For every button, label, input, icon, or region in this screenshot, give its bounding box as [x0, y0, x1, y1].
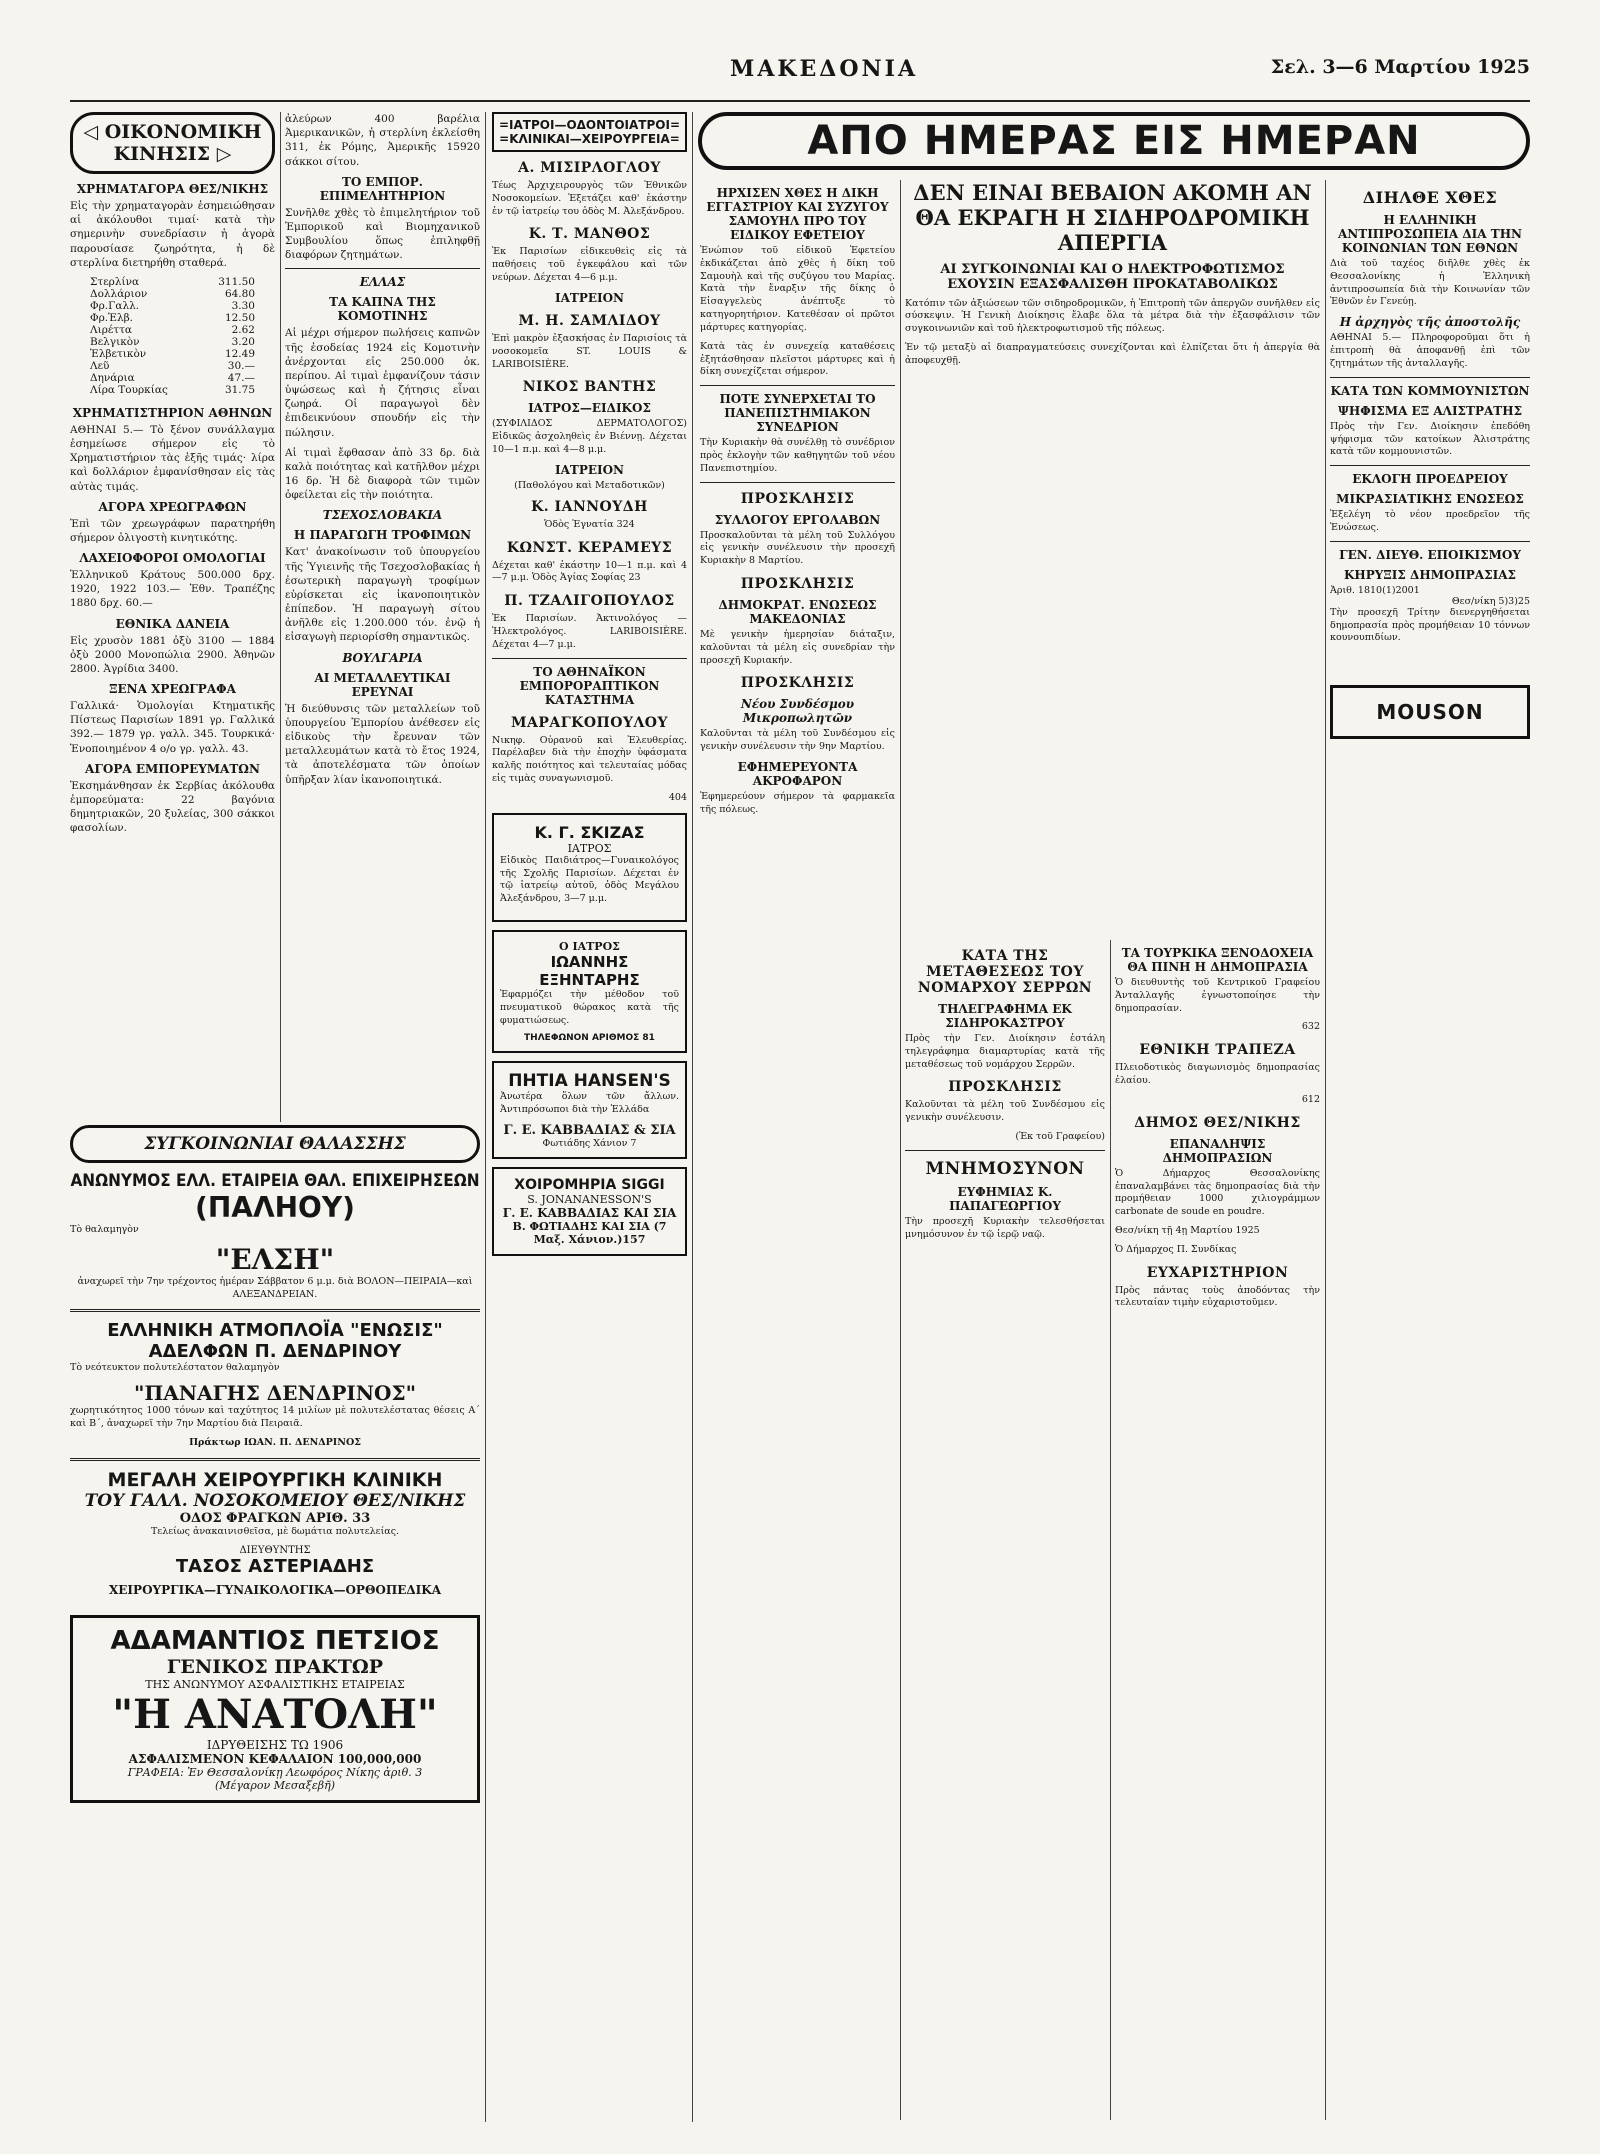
insurance-ad: [70, 1615, 480, 1803]
article-subhead: ΜΙΚΡΑΣΙΑΤΙΚΗΣ ΕΝΩΣΕΩΣ: [1336, 492, 1524, 507]
article-text: Ὁ διευθυντὴς τοῦ Κεντρικοῦ Γραφείου Ἀνταλλαγῆς ἐγνωστοποίησε τὴν δημοπρασίαν.: [1115, 977, 1320, 1014]
doctor-text: Ἐφαρμόζει τὴν μέθοδον τοῦ πνευματικοῦ θώρακος κατὰ τῆς φυματιώσεως.: [500, 988, 679, 1026]
mouson-ad: MOUSON: [1330, 685, 1530, 739]
column-news-1: [700, 180, 895, 2120]
ad-number: 404: [668, 791, 687, 803]
doctor-ad: [492, 813, 687, 922]
insurance-brand: "Η ΑΝΑΤΟΛΗ": [112, 1690, 438, 1738]
section-text: Συνῆλθε χθὲς τὸ ἐπιμελητήριον τοῦ Ἐμπορικοῦ καὶ Βιομηχανικοῦ Συμβουλίου ὅπως ἐπιληφθῇ διαφόρων ζητημάτων.: [285, 206, 480, 262]
country-label: ΕΛΛΑΣ: [359, 275, 406, 290]
company-name-sub: ΑΔΕΛΦΩΝ Π. ΔΕΝΔΡΙΝΟΥ: [148, 1341, 402, 1363]
article-headline: ΠΟΤΕ ΣΥΝΕΡΧΕΤΑΙ ΤΟ ΠΑΝΕΠΙΣΤΗΜΙΑΚΟΝ ΣΥΝΕΔΡΙΟΝ: [719, 392, 876, 435]
section-text: ΑΘΗΝΑΙ 5.— Τὸ ξένον συνάλλαγμα ἐσημείωσε σήμερον εἰς τὸ Χρηματιστήριον τὰς ἑξῆς τιμάς· λίρα καὶ δολλάριον ἐμφανίσθησαν εἰς τὰς αὐτὰς τιμάς.: [70, 423, 275, 493]
newspaper-name: ΜΑΚΕΔΟΝΙΑ: [730, 56, 919, 82]
section-heading: ΑΓΟΡΑ ΧΡΕΩΓΡΑΦΩΝ: [98, 499, 247, 514]
memorial-name: ΕΥΦΗΜΙΑΣ Κ. ΠΑΠΑΓΕΩΡΓΙΟΥ: [949, 1184, 1061, 1213]
ad-number: 632: [1301, 1021, 1320, 1033]
column-rule: [280, 112, 281, 1122]
section-heading: ΧΡΗΜΑΤΙΣΤΗΡΙΟΝ ΑΘΗΝΩΝ: [72, 405, 273, 420]
section-heading: ΑΙ ΜΕΤΑΛΛΕΥΤΙΚΑΙ ΕΡΕΥΝΑΙ: [314, 670, 451, 699]
rate-row: Βελγικὸν 3.20: [90, 335, 255, 348]
section-text: Ἐπὶ τῶν χρεωγράφων παρατηρήθη σήμερον ὁλιγοστὴ κινητικότης.: [70, 517, 275, 544]
section-heading: ΤΑ ΚΑΠΝΑ ΤΗΣ ΚΟΜΟΤΙΝΗΣ: [329, 295, 436, 324]
main-headline: ΔΕΝ ΕΙΝΑΙ ΒΕΒΑΙΟΝ ΑΚΟΜΗ ΑΝ ΘΑ ΕΚΡΑΓΗ Η ΣΙΔΗΡΟΔΡΟΜΙΚΗ ΑΠΕΡΓΙΑ: [913, 180, 1312, 256]
doctor-title: ΙΑΤΡΟΣ—ΕΙΔΙΚΟΣ: [528, 401, 651, 416]
doctor-name: Κ. Γ. ΣΚΙΖΑΣ: [534, 822, 645, 842]
article-headline: ΓΕΝ. ΔΙΕΥΘ. ΕΠΟΙΚΙΣΜΟΥ: [1339, 547, 1521, 562]
article-headline: ΚΑΤΑ ΤΩΝ ΚΟΜΜΟΥΝΙΣΤΩΝ: [1330, 383, 1530, 398]
doctor-ad: [492, 930, 687, 1053]
article-headline: ΗΡΧΙΣΕΝ ΧΘΕΣ Η ΔΙΚΗ ΕΓΓΑΣΤΡΙΟΥ ΚΑΙ ΣΥΖΥΓΟΥ ΣΑΜΟΥΗΛ ΠΡΟ ΤΟΥ ΕΙΔΙΚΟΥ ΕΦΕΤΕΙΟΥ: [706, 186, 889, 242]
divider: [1330, 377, 1530, 378]
rate-row: Λεῦ 30.—: [90, 359, 255, 372]
divider: [70, 1458, 480, 1461]
sea-transport-title: ΣΥΓΚΟΙΝΩΝΙΑΙ ΘΑΛΑΣΣΗΣ: [70, 1125, 480, 1163]
section-text: Ἐκσημάνθησαν ἐκ Σερβίας ἀκόλουθα ἐμπορεύματα: 22 βαγόνια δημητριακῶν, 20 ξυλείας, 300 σάκκοι φασολίων.: [70, 779, 275, 835]
article-text: Μὲ γενικὴν ἡμερησίαν διάταξιν, καλοῦνται τὰ μέλη εἰς συνεδρίαν τὴν προσεχῆ Κυριακήν.: [700, 629, 895, 666]
article-headline: ΚΑΤΑ ΤΗΣ ΜΕΤΑΘΕΣΕΩΣ ΤΟΥ ΝΟΜΑΡΧΟΥ ΣΕΡΡΩΝ: [917, 948, 1093, 996]
doctor-text: Ἐκ Παρισίων. Ἀκτινολόγος — Ἠλεκτρολόγος. LARIBOISIÈRE. Δέχεται 4—7 μ.μ.: [492, 613, 687, 650]
clinic-text: Τελείως ἀνακαινισθεῖσα, μὲ δωμάτια πολυτελείας.: [150, 1525, 400, 1537]
section-text: Ἡ διεύθυνσις τῶν μεταλλείων τοῦ ὑπουργείου Ἐμπορίου ἀνέθεσεν εἰς εἰδικοὺς τὴν ἔρευναν τῶν μεταλλευμάτων κατὰ τὸ ἔτος 1924, τὰ ἀποτελέσματα τῶν ὁποίων ὑπῆρξαν λίαν ἱκανοποιητικά.: [285, 702, 480, 786]
article-headline: ΕΘΝΙΚΗ ΤΡΑΠΕΖΑ: [1139, 1042, 1296, 1059]
product-name: ΧΟΙΡΟΜΗΡΙΑ SIGGI: [514, 1177, 665, 1193]
ad-number: 612: [1301, 1093, 1320, 1105]
section-heading: ΑΓΟΡΑ ΕΜΠΟΡΕΥΜΑΤΩΝ: [85, 761, 260, 776]
section-heading: ΧΡΗΜΑΤΑΓΟΡΑ ΘΕΣ/ΝΙΚΗΣ: [76, 182, 269, 196]
clinic-heading: ΙΑΤΡΕΙΟΝ: [554, 462, 625, 477]
section-text: Αἱ μέχρι σήμερον πωλήσεις καπνῶν τῆς ἐσοδείας 1924 εἰς Κομοτινὴν ἀνέρχονται εἰς 250.000 ὀκ. περίπου. Αἱ τιμαὶ ἐμφανίζουν τάσιν ὑψώσεως καὶ ἡ ζήτησις εἶναι ζωηρά. Οἱ παραγωγοὶ δὲν ἐπιδεικνύουν σπουδήν εἰς τὴν πώλησιν.: [285, 327, 480, 439]
divider: [700, 482, 895, 483]
insurance-founded: ΙΔΡΥΘΕΙΣΗΣ ΤΩ 1906: [206, 1737, 344, 1752]
company-name-sub: (ΠΑΛΗΟΥ): [195, 1191, 355, 1224]
article-headline: ΤΑ ΤΟΥΡΚΙΚΑ ΞΕΝΟΔΟΧΕΙΑ ΘΑ ΠΙΝΗ Η ΔΗΜΟΠΡΑΣΙΑ: [1121, 946, 1314, 974]
product-ad: [492, 1061, 687, 1159]
clinic-name: ΜΕΓΑΛΗ ΧΕΙΡΟΥΡΓΙΚΗ ΚΛΙΝΙΚΗ: [107, 1468, 443, 1491]
doctor-text: Εἰδικὸς Παιδιάτρος—Γυναικολόγος τῆς Σχολῆς Παρισίων. Δέχεται ἐν τῷ ἰατρείῳ αὐτοῦ, ὁδὸς Μεγάλου Ἀλεξάνδρου, 3—7 μ.μ.: [500, 854, 679, 905]
article-text: Κατὰ τὰς ἐν συνεχείᾳ καταθέσεις ἐξητάσθησαν πλεῖστοι μάρτυρες καὶ ἡ δίκη συνεχίζεται σήμερον.: [700, 340, 895, 378]
doctor-text: Δέχεται καθ' ἑκάστην 10—1 π.μ. καὶ 4—7 μ.μ. Ὁδὸς Ἁγίας Σοφίας 23: [492, 559, 687, 584]
doctor-name: Κ. Τ. ΜΑΝΘΟΣ: [528, 226, 651, 243]
article-text: Κατόπιν τῶν ἀξιώσεων τῶν σιδηροδρομικῶν, ἡ Ἐπιτροπὴ τῶν ἀπεργῶν συνῆλθεν εἰς σύσκεψιν. Ἡ Γενικὴ Διοίκησις ἔλαβε ὅλα τὰ μέτρα διὰ τὴν ἐξασφάλισιν τῶν συγκοινωνιῶν καὶ τοῦ ἠλεκτροφωτισμοῦ τῆς πόλεως.: [905, 297, 1320, 335]
doctors-header: =ΙΑΤΡΟΙ—ΟΔΟΝΤΟΙΑΤΡΟΙ= =ΚΛΙΝΙΚΑΙ—ΧΕΙΡΟΥΡΓΕΙΑ=: [492, 112, 687, 152]
section-heading: Η ΠΑΡΑΓΩΓΗ ΤΡΟΦΙΜΩΝ: [293, 528, 472, 543]
doctor-name: Π. ΤΖΑΛΙΓΟΠΟΥΛΟΣ: [504, 593, 675, 610]
daily-banner: ΑΠΟ ΗΜΕΡΑΣ ΕΙΣ ΗΜΕΡΑΝ: [698, 112, 1530, 170]
product-ad: [492, 1167, 687, 1256]
company-name: ΕΛΛΗΝΙΚΗ ΑΤΜΟΠΛΟΪΑ "ΕΝΩΣΙΣ": [107, 1320, 443, 1342]
rate-row: Φρ.Ἑλβ. 12.50: [90, 311, 255, 324]
section-heading: ΞΕΝΑ ΧΡΕΩΓΡΑΦΑ: [109, 682, 236, 697]
masthead: [70, 50, 1530, 102]
product-address: Β. ΦΩΤΙΑΔΗΣ ΚΑΙ ΣΙΑ (7 Μαξ. Χάνιον.)157: [512, 1220, 667, 1246]
article-headline: ΠΡΟΣΚΛΗΣΙΣ: [740, 490, 855, 507]
article-footer: (Ἐκ τοῦ Γραφείου): [1015, 1131, 1105, 1143]
rate-row: Λίρα Τουρκίας 31.75: [90, 383, 255, 396]
column-rule: [692, 112, 693, 2122]
section-text: Εἰς χρυσὸν 1881 ὀξὺ 3100 — 1884 ὀξὺ 2000 Μονοπώλια 2900. Ἀθηνῶν 2800. Ἀγρίδια 3400.: [70, 634, 275, 675]
column-news-2: [905, 940, 1105, 2120]
article-text: Τὴν προσεχῆ Τρίτην διενεργηθήσεται δημοπρασία πρὸς προμήθειαν 10 τόννων κουνουπιδίων.: [1330, 606, 1530, 644]
section-text: Εἰς τὴν χρηματαγορὰν ἐσημειώθησαν αἱ ἀκόλουθοι τιμαί· κατὰ τὴν σημερινὴν συνεδρίασιν ἡ ἀγορὰ παρουσίασε ζωηρότητα, ἡ δὲ στερλίνα διετηρήθη σταθερά.: [70, 200, 275, 269]
doctor-name: Μ. Η. ΣΑΜΛΙΔΟΥ: [518, 312, 661, 329]
article-headline: ΔΙΗΛΘΕ ΧΘΕΣ: [1362, 188, 1498, 207]
product-name: ΠΗΤΙΑ HANSEN'S: [508, 1071, 671, 1092]
article-text: Πρὸς πάντας τοὺς ἀποδόντας τὴν τελευταίαν τιμὴν εὐχαριστοῦμεν.: [1115, 1284, 1320, 1309]
article-text: Πλειοδοτικὸς διαγωνισμὸς δημοπρασίας ἐλαίου.: [1115, 1062, 1320, 1087]
insurance-company: ΤΗΣ ΑΝΩΝΥΜΟΥ ΑΣΦΑΛΙΣΤΙΚΗΣ ΕΤΑΙΡΕΙΑΣ: [145, 1677, 405, 1691]
rate-row: Λιρέττα 2.62: [90, 323, 255, 336]
article-subhead: ΣΥΛΛΟΓΟΥ ΕΡΓΟΛΑΒΩΝ: [714, 512, 881, 527]
doctor-name: ΝΙΚΟΣ ΒΑΝΤΗΣ: [522, 379, 657, 396]
divider: [285, 268, 480, 269]
article-text: Πρὸς τὴν Γεν. Διοίκησιν ἐπεδόθη ψήφισμα τῶν κατοίκων Ἀλιστράτης κατὰ τῶν κομμουνιστῶν.: [1330, 420, 1530, 458]
article-text: Ἐνώπιον τοῦ εἰδικοῦ Ἐφετείου ἐκδικάζεται ἀπὸ χθὲς ἡ δίκη τοῦ Σαμουὴλ καὶ τῆς συζύγου του Μαρίας. Κατὰ τὴν ἔναρξιν τῆς δίκης ὁ Εἰσαγγελεὺς ἀνέπτυξε τὸ κατηγορητήριον. Κατεθέσαν οἱ πρῶτοι μάρτυρες κατηγορίας.: [700, 245, 895, 333]
insurance-office: ΓΡΑΦΕΙΑ: Ἐν Θεσσαλονίκῃ Λεωφόρος Νίκης ἀριθ. 3: [127, 1765, 423, 1779]
article-date: Θεσ/νίκη τῇ 4ῃ Μαρτίου 1925: [1115, 1224, 1260, 1236]
column-rule: [1325, 180, 1326, 2120]
section-heading: ΕΘΝΙΚΑ ΔΑΝΕΙΑ: [115, 616, 230, 631]
shipping-and-ads: [70, 1125, 480, 2075]
divider: [1330, 541, 1530, 542]
notice-date: Θεσ/νίκη 5)3)25: [1451, 595, 1530, 607]
product-text: Ἀνωτέρα ὅλων τῶν ἄλλων. Ἀντιπρόσωποι διὰ τὴν Ἑλλάδα: [500, 1091, 679, 1116]
clinic-sub: (Παθολόγου καὶ Μεταδοτικῶν): [514, 479, 665, 491]
main-subhead: ΑΙ ΣΥΓΚΟΙΝΩΝΙΑΙ ΚΑΙ Ο ΗΛΕΚΤΡΟΦΩΤΙΣΜΟΣ ΕΧΟΥΣΙΝ ΕΞΑΣΦΑΛΙΣΘΗ ΠΡΟΚΑΤΑΒΟΛΙΚΩΣ: [940, 261, 1285, 292]
product-rep: Γ. Ε. ΚΑΒΒΑΔΙΑΣ ΚΑΙ ΣΙΑ: [502, 1206, 677, 1220]
divider: [700, 385, 895, 386]
clinic-address: ΟΔΟΣ ΦΡΑΓΚΩΝ ΑΡΙΘ. 33: [179, 1510, 371, 1526]
doctor-text: Ἐπὶ μακρὸν ἐξασκήσας ἐν Παρισίοις τὰ νοσοκομεῖα ST. LOUIS & LARIBOISIÈRE.: [492, 332, 687, 370]
article-headline: ΕΦΗΜΕΡΕΥΟΝΤΑ ΑΚΡΟΦΑΡΟΝ: [737, 760, 858, 789]
ship-schedule: ἀναχωρεῖ τὴν 7ην τρέχοντος ἡμέραν Σάββατον 6 μ.μ. διὰ ΒΟΛΟΝ—ΠΕΙΡΑΙΑ—καὶ ΑΛΕΞΑΝΔΡΕΙΑΝ.: [77, 1275, 473, 1300]
column-news-headline: [905, 180, 1320, 780]
section-text: Κατ' ἀνακοίνωσιν τοῦ ὑπουργείου τῆς Ὑγιεινῆς τῆς Τσεχοσλοβακίας ἡ ἐσωτερικὴ παραγωγὴ τροφίμων εὑρίσκεται εἰς ἱκανοποιητικὸν ἐπίπεδον. Ἡ παραγωγὴ σίτου ἀνῆλθε εἰς 1.200.000 τόν. ἐνῷ ἡ εἰσαγωγὴ περιορίσθη σημαντικῶς.: [285, 546, 480, 644]
section-text: Ἑλληνικοῦ Κράτους 500.000 δρχ. 1920, 1922 103.— Ἐθν. Τραπέζης 1880 δρχ. 60.—: [70, 569, 275, 610]
doctor-phone: ΤΗΛΕΦΩΝΟΝ ΑΡΙΘΜΟΣ 81: [524, 1033, 655, 1044]
divider: [905, 1150, 1105, 1151]
ship-intro: Τὸ θαλαμηγὸν: [70, 1224, 139, 1235]
article-subhead: ΤΗΛΕΓΡΑΦΗΜΑ ΕΚ ΣΙΔΗΡΟΚΑΣΤΡΟΥ: [938, 1002, 1072, 1030]
article-text: Ὁ Δήμαρχος Θεσσαλονίκης ἐπαναλαμβάνει τὰς δημοπρασίας διὰ τὴν προμήθειαν 1000 χιλιογράμμων carbonate de soude en poudre.: [1115, 1167, 1320, 1218]
article-subhead: ΔΗΜΟΚΡΑΤ. ΕΝΩΣΕΩΣ ΜΑΚΕΔΟΝΙΑΣ: [718, 598, 877, 626]
agent-role: ΓΕΝΙΚΟΣ ΠΡΑΚΤΩΡ: [166, 1655, 384, 1678]
article-text: Προσκαλοῦνται τὰ μέλη τοῦ Συλλόγου εἰς γενικὴν συνέλευσιν τὴν προσεχῆ Κυριακὴν 8 Μαρτίου.: [700, 529, 895, 567]
ship-name: "ΕΛΣΗ": [215, 1242, 335, 1276]
article-headline: ΠΡΟΣΚΛΗΣΙΣ: [948, 1079, 1062, 1096]
product-address: Φωτιάδης Χάνιον 7: [542, 1138, 637, 1149]
rate-row: Στερλίνα 311.50: [90, 275, 255, 288]
doctor-heading: Ο ΙΑΤΡΟΣ: [559, 939, 620, 953]
insurance-building: (Μέγαρον Μεσαξεβῆ): [214, 1778, 336, 1792]
rate-row: Δηνάρια 47.—: [90, 371, 255, 384]
column-economic-1: [70, 112, 275, 1112]
rate-row: Ἑλβετικὸν 12.49: [90, 347, 255, 360]
ship-agent: Πράκτωρ ΙΩΑΝ. Π. ΔΕΝΔΡΙΝΟΣ: [189, 1436, 361, 1448]
doctor-text: (ΣΥΦΙΛΙΔΟΣ ΔΕΡΜΑΤΟΛΟΓΟΣ) Εἰδικῶς ἀσχοληθεὶς ἐν Βιέννῃ. Δέχεται 10—1 π.μ. καὶ 4—8 μ.μ.: [492, 418, 687, 455]
article-text: Ἐν τῷ μεταξὺ αἱ διαπραγματεύσεις συνεχίζονται καὶ ἐλπίζεται ὅτι ἡ ἀπεργία θὰ ἀποφευχθῇ.: [905, 342, 1320, 366]
divider: [492, 658, 687, 659]
column-rule: [1110, 940, 1111, 2120]
column-news-3: [1115, 940, 1320, 2120]
shop-heading: ΤΟ ΑΘΗΝΑΪΚΟΝ ΕΜΠΟΡΟΡΑΠΤΙΚΟΝ ΚΑΤΑΣΤΗΜΑ: [519, 664, 660, 707]
country-label: ΤΣΕΧΟΣΛΟΒΑΚΙΑ: [322, 508, 443, 523]
section-text: Γαλλικά· Ὁμολογίαι Κτηματικῆς Πίστεως Παρισίων 1891 γρ. Γαλλικά 392.— 1879 γρ. γαλλ. 345. Τουρκικά· Ἑνοποιημένον 4 ο/ο γρ. γαλλ. 43.: [70, 700, 275, 755]
article-text: Ἐφημερεύουν σήμερον τὰ φαρμακεῖα τῆς πόλεως.: [700, 791, 895, 815]
article-text: Ἐξελέγη τὸ νέον προεδρεῖον τῆς Ἑνώσεως.: [1330, 509, 1530, 533]
column-rule: [900, 180, 901, 2120]
ship-schedule: χωρητικότητος 1000 τόνων καὶ ταχύτητος 14 μιλίων μὲ πολυτελέστατας θέσεις Α΄ καὶ Β΄, ἀναχωρεῖ τὴν 7ην Μαρτίου διὰ Πειραιᾶ.: [70, 1405, 480, 1430]
article-text: Τὴν προσεχῆ Κυριακὴν τελεσθήσεται μνημόσυνον ἐν τῷ ἱερῷ ναῷ.: [905, 1215, 1105, 1240]
rate-row: Φρ.Γαλλ. 3.30: [90, 299, 255, 312]
clinic-name-sub: ΤΟΥ ΓΑΛΛ. ΝΟΣΟΚΟΜΕΙΟΥ ΘΕΣ/ΝΙΚΗΣ: [84, 1490, 466, 1511]
director-name: ΤΑΣΟΣ ΑΣΤΕΡΙΑΔΗΣ: [175, 1555, 375, 1577]
section-heading: ΛΑΧΕΙΟΦΟΡΟΙ ΟΜΟΛΟΓΙΑΙ: [79, 551, 266, 566]
article-headline: ΠΡΟΣΚΛΗΣΙΣ: [740, 675, 855, 692]
notice-number: Ἀριθ. 1810(1)2001: [1330, 584, 1420, 596]
article-headline: ΔΗΜΟΣ ΘΕΣ/ΝΙΚΗΣ: [1134, 1114, 1301, 1131]
doctor-name: ΙΩΑΝΝΗΣ ΕΞΗΝΤΑΡΗΣ: [539, 952, 640, 989]
article-text: Διὰ τοῦ ταχέος διῆλθε χθὲς ἐκ Θεσσαλονίκης ἡ Ἑλληνικὴ ἀντιπροσωπεία διὰ τὴν Κοινωνίαν τῶν Ἐθνῶν ἐν Γενεύῃ.: [1330, 258, 1530, 308]
shop-name: ΜΑΡΑΓΚΟΠΟΥΛΟΥ: [510, 714, 668, 731]
product-maker: S. JONANANESSON'S: [527, 1193, 652, 1206]
clinic-heading: ΙΑΤΡΕΙΟΝ: [554, 290, 625, 305]
shop-text: Νικηφ. Οὐρανοῦ καὶ Ἐλευθερίας. Παρέλαβεν διὰ τὴν ἐποχὴν ὑφάσματα καλῆς ποιότητος καὶ τελευταίας μόδας εἰς τιμὰς συναγωνισμοῦ.: [492, 734, 687, 785]
product-rep: Γ. Ε. ΚΑΒΒΑΔΙΑΣ & ΣΙΑ: [503, 1123, 676, 1138]
article-signature: Ὁ Δήμαρχος Π. Συνδίκας: [1115, 1243, 1237, 1255]
doctor-name: Κ. ΙΑΝΝΟΥΔΗ: [531, 498, 648, 515]
article-subhead: Νέου Συνδέσμου Μικροπωλητῶν: [740, 697, 855, 726]
daily-banner-wrap: [698, 112, 1530, 172]
section-text: ἀλεύρων 400 βαρέλια Ἀμερικανικῶν, ἡ στερλίνη ἐκλείσθη 311, ἐκ Ρόμης, Ἀμερικῆς 15920 σάκκοι σίτου.: [285, 113, 480, 168]
company-name: ΑΝΩΝΥΜΟΣ ΕΛΛ. ΕΤΑΙΡΕΙΑ ΘΑΛ. ΕΠΙΧΕΙΡΗΣΕΩΝ: [70, 1171, 480, 1191]
doctor-text: Ἐκ Παρισίων εἰδικευθεὶς εἰς τὰ παθήσεις τοῦ ἐγκεφάλου καὶ τῶν νεύρων. Δέχεται 4—6 μ.μ.: [492, 246, 687, 284]
divider: [1330, 465, 1530, 466]
article-headline: ΕΚΛΟΓΗ ΠΡΟΕΔΡΕΙΟΥ: [1352, 472, 1508, 487]
clinic-footer: ΧΕΙΡΟΥΡΓΙΚΑ—ΓΥΝΑΙΚΟΛΟΓΙΚΑ—ΟΡΘΟΠΕΔΙΚΑ: [108, 1582, 442, 1597]
section-text: Αἱ τιμαὶ ἔφθασαν ἀπὸ 33 δρ. διὰ καλὰ ποιότητας καὶ κατῆλθον μέχρι 16 δρ. Ἡ δὲ διαφορὰ τῶν τιμῶν ὀφείλεται εἰς τὴν ποιότητα.: [285, 446, 480, 502]
country-label: ΒΟΥΛΓΑΡΙΑ: [342, 650, 423, 665]
article-text: Πρὸς τὴν Γεν. Διοίκησιν ἐστάλη τηλεγράφημα διαμαρτυρίας κατὰ τῆς μεταθέσεως τοῦ νομάρχου Σερρῶν.: [905, 1033, 1105, 1070]
article-subhead: ΚΗΡΥΞΙΣ ΔΗΜΟΠΡΑΣΙΑΣ: [1343, 567, 1517, 582]
ship-name: "ΠΑΝΑΓΗΣ ΔΕΝΔΡΙΝΟΣ": [133, 1381, 417, 1406]
article-subhead: Η ἀρχηγὸς τῆς ἀποστολῆς: [1339, 315, 1521, 330]
director-label: ΔΙΕΥΘΥΝΤΗΣ: [239, 1544, 311, 1556]
doctor-text: Τέως Ἀρχιχειρουργὸς τῶν Ἐθνικῶν Νοσοκομείων. Ἐξετάζει καθ' ἑκάστην ἐν τῷ ἰατρείῳ του ὁδὸς Μ. Ἀλεξάνδρου.: [492, 180, 687, 217]
column-rule: [485, 112, 486, 2122]
issue-date: Σελ. 3—6 Μαρτίου 1925: [1270, 56, 1530, 78]
article-subhead: ΨΗΦΙΣΜΑ ΕΞ ΑΛΙΣΤΡΑΤΗΣ: [1337, 403, 1523, 418]
ship-intro: Τὸ νεότευκτον πολυτελέστατον θαλαμηγὸν: [70, 1362, 280, 1374]
doctor-name: Α. ΜΙΣΙΡΛΟΓΛΟΥ: [518, 160, 661, 176]
article-headline: ΜΝΗΜΟΣΥΝΟΝ: [925, 1158, 1085, 1179]
article-text: Καλοῦνται τὰ μέλη τοῦ Συνδέσμου εἰς γενικὴν συνέλευσιν.: [905, 1099, 1105, 1124]
insurance-capital: ΑΣΦΑΛΙΣΜΕΝΟΝ ΚΕΦΑΛΑΙΟΝ 100,000,000: [128, 1751, 422, 1766]
doctor-title: ΙΑΤΡΟΣ: [567, 841, 612, 855]
article-headline: ΠΡΟΣΚΛΗΣΙΣ: [740, 576, 855, 592]
article-subhead: ΕΠΑΝΑΛΗΨΙΣ ΔΗΜΟΠΡΑΣΙΩΝ: [1162, 1136, 1273, 1165]
article-subhead: Η ΕΛΛΗΝΙΚΗ ΑΝΤΙΠΡΟΣΩΠΕΙΑ ΔΙΑ ΤΗΝ ΚΟΙΝΩΝΙΑΝ ΤΩΝ ΕΘΝΩΝ: [1337, 213, 1523, 255]
exchange-rates-list: [70, 276, 275, 400]
article-headline: ΕΥΧΑΡΙΣΤΗΡΙΟΝ: [1146, 1264, 1289, 1281]
article-text: Καλοῦνται τὰ μέλη τοῦ Συνδέσμου εἰς γενικὴν συνέλευσιν τὴν 9ην Μαρτίου.: [700, 728, 895, 753]
doctor-name: ΚΩΝΣΤ. ΚΕΡΑΜΕΥΣ: [506, 539, 673, 556]
article-text: ΑΘΗΝΑΙ 5.— Πληροφοροῦμαι ὅτι ἡ ἐπιτροπὴ θὰ ἀποφανθῇ ἐπὶ τῶν ζητημάτων τῆς ἀνταλλαγῆς.: [1330, 332, 1530, 369]
doctor-text: Ὁδὸς Ἐγνατία 324: [544, 518, 635, 530]
column-economic-2: [285, 112, 480, 1112]
section-heading: ΤΟ ΕΜΠΟΡ. ΕΠΙΜΕΛΗΤΗΡΙΟΝ: [319, 174, 446, 203]
column-doctors: [492, 112, 687, 2112]
column-news-4: [1330, 180, 1530, 2120]
divider: [70, 1309, 480, 1312]
economic-news-title: ◁ ΟΙΚΟΝΟΜΙΚΗ ΚΙΝΗΣΙΣ ▷: [70, 112, 275, 174]
rate-row: Δολλάριον 64.80: [90, 287, 255, 300]
agent-name: ΑΔΑΜΑΝΤΙΟΣ ΠΕΤΣΙΟΣ: [110, 1625, 440, 1656]
article-text: Τὴν Κυριακὴν θὰ συνέλθῃ τὸ συνέδριον πρὸς ἐκλογὴν τῶν καθηγητῶν τοῦ νέου Πανεπιστημίου.: [700, 437, 895, 474]
